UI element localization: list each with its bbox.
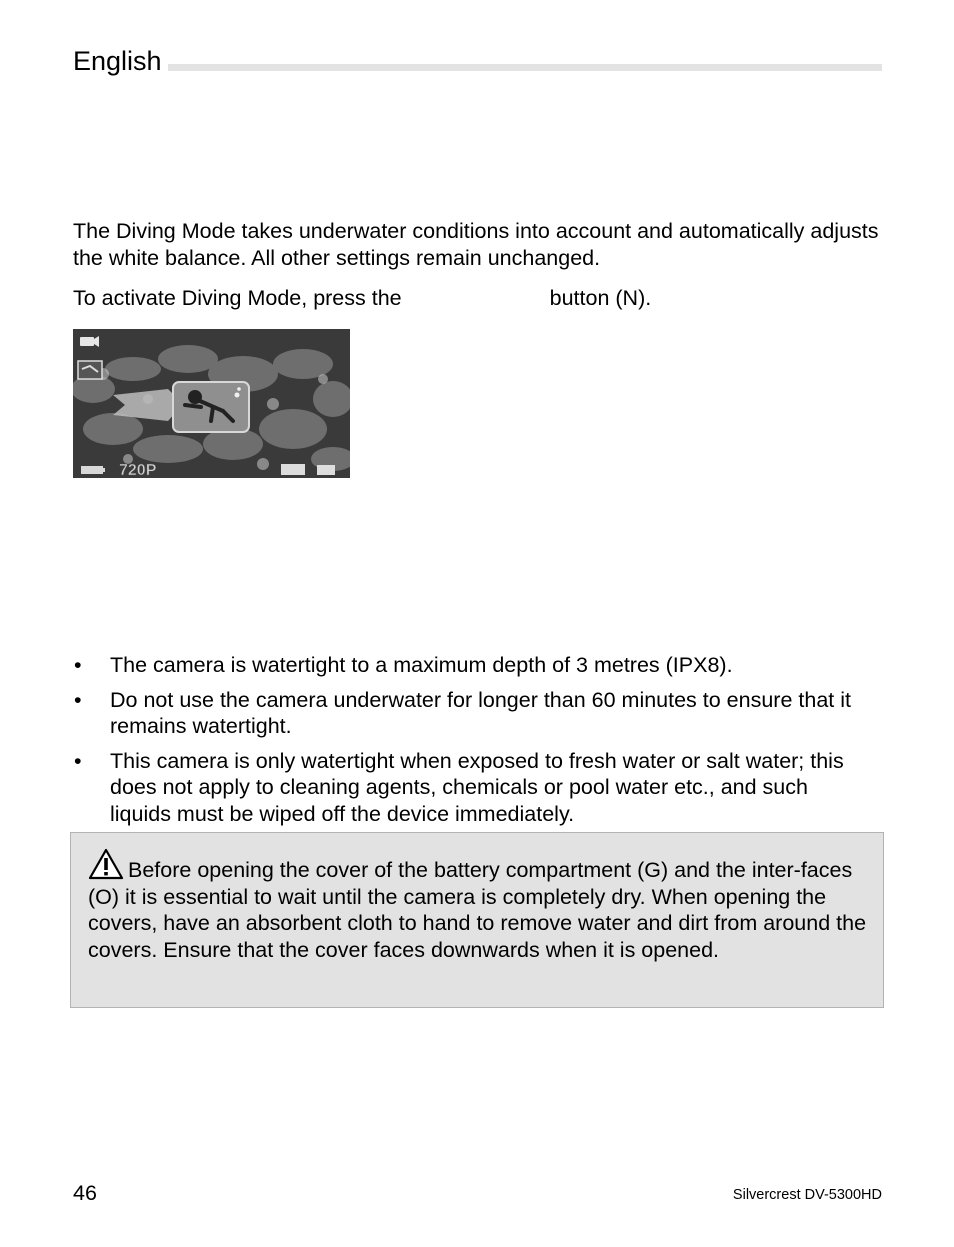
activate-paragraph [73,285,883,312]
bullet-symbol: • [74,687,82,712]
bullet-text: Do not use the camera underwater for longer than 60 minutes to ensure that it remains watertight. [110,687,851,738]
diving-mode-icon [78,361,102,379]
activate-text-before: To activate Diving Mode, press the [73,286,402,310]
camera-screen-image [73,329,350,478]
list-item [73,652,873,679]
page-number: 46 [73,1181,97,1205]
counter-icon [281,464,305,475]
bullet-list [73,652,873,835]
header-rule [168,64,882,71]
list-item [73,687,873,740]
resolution-label: 720P [119,462,157,478]
bullet-symbol: • [74,653,82,677]
list-item [73,748,873,828]
sd-card-icon [317,465,335,475]
activate-text-after: button (N). [549,286,652,310]
battery-icon [81,466,105,474]
intro-paragraph: The Diving Mode takes underwater conditions into account and automatically adjusts the white balance. All other settings remain unchanged. [73,219,879,270]
warning-box [70,832,884,1008]
bullet-text: This camera is only watertight when exposed to fresh water or salt water; this does not apply to cleaning agents, chemicals or pool water etc., and such liquids must be wiped off the device immediately. [110,748,844,826]
bullet-text: The camera is watertight to a maximum depth of 3 metres (IPX8). [110,653,733,677]
warning-triangle-icon [88,848,124,880]
model-name: Silvercrest DV-5300HD [732,1187,882,1203]
bullet-symbol: • [74,748,82,773]
warning-text: Before opening the cover of the battery compartment (G) and the inter-faces (O) it is essential to wait until the camera is completely dry. When opening the covers, have an absorbent cloth to hand to remove water and dirt from around the covers. Ensure that the cover faces downwards when it is opened. [88,858,867,962]
header-language: English [73,46,162,76]
warning-paragraph [88,848,868,963]
